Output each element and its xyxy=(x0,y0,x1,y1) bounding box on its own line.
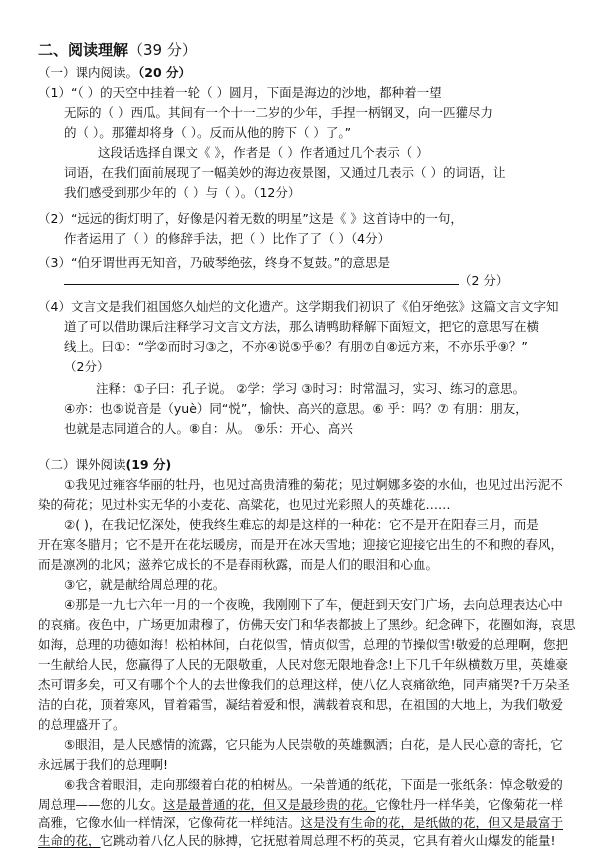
p5-line-1: ⑤眼泪，是人民感情的流露，它只能为人民崇敬的英雄飘洒；白花，是人民心意的寄托，它 xyxy=(64,737,563,752)
q2-line-1: （2）“远远的街灯明了，好像是闪着无数的明星”这是《 》这首诗中的一句， xyxy=(38,211,463,226)
p6-line-1: ⑥我含着眼泪，走向那缀着白花的柏树丛。一朵普通的纸花，下面是一张纸条：悼念敬爱的 xyxy=(64,777,563,792)
p2-line-3: 而是凛冽的北风；滋养它成长的不是春雨秋露，而是人们的眼泪和心血。 xyxy=(38,557,439,572)
q4-line-4: （2分） xyxy=(64,359,110,374)
q1-line-5: 词语，在我们面前展现了一幅美妙的海边夜景图，又通过几表示（ ）的词语，让 xyxy=(64,165,506,180)
p5-line-2: 永远属于我们的总理啊! xyxy=(38,757,169,772)
q1-line-4: 这段话选择自课文《 》，作者是（ ）作者通过几个表示（ ） xyxy=(98,145,429,160)
p4-line-1: ④那是一九七六年一月的一个夜晚，我刚刚下了车，便赶到天安门广场，去向总理表达心中 xyxy=(64,597,563,612)
part1-heading: （一）课内阅读。（20 分） xyxy=(38,65,192,80)
part1-score: （20 分） xyxy=(138,65,192,80)
q4-note-1: 注释：①子曰：孔子说。 ②学：学习 ③时习：时常温习，实习、练习的意思。 xyxy=(96,381,526,396)
q1-line-1: （1）“（ ）的天空中挂着一轮（ ）圆月，下面是海边的沙地，都种着一望 xyxy=(38,85,442,100)
q3-score: （2 分） xyxy=(459,273,509,288)
underlined-sentence-2: 这是没有生命的花，是纸做的花，但又是最富于 xyxy=(300,815,564,830)
p3-line: ③它，就是献给周总理的花。 xyxy=(64,577,226,592)
part2-score: (19 分) xyxy=(125,457,172,472)
p6-line-2: 周总理——您的儿女。这是最普通的花，但又是最珍贵的花。它像牡丹一样华美，它像菊花一样 xyxy=(38,797,564,812)
p4-line-6: 洁的白花，顶着寒风，冒着霜雪，凝结着爱和恨，满载着哀和思，在祖国的大地上，为我们敬爱 xyxy=(38,697,564,712)
q4-line-3: 线上。曰①：“学②而时习③之，不亦④说⑤乎⑥？有朋⑦自⑧远方来，不亦乐乎⑨？” xyxy=(64,339,528,354)
part2-heading: （二）课外阅读(19 分) xyxy=(38,457,172,472)
section-score: （39 分） xyxy=(128,41,197,59)
p1-line-2: 染的荷花；见过朴实无华的小麦花、高粱花，也见过光彩照人的英雄花…… xyxy=(38,497,451,512)
p4-line-5: 杰可谓多矣，可又有哪个个人的去世像我们的总理这样，使八亿人哀痛欲绝，同声痛哭?千万朵圣 xyxy=(38,677,570,692)
q3-line-1: （3）“伯牙谓世再无知音，乃破琴绝弦，终身不复鼓。”的意思是 xyxy=(38,255,391,270)
q1-line-2: 无际的（ ）西瓜。其间有一个十一二岁的少年，手捏一柄钢叉，向一匹獾尽力 xyxy=(64,105,493,120)
p1-line-1: ①我见过雍容华丽的牡丹，也见过高贵清雅的菊花；见过婀娜多姿的水仙，也见过出污泥不 xyxy=(64,477,563,492)
q4-line-2: 道了可以借助课后注释学习文言文方法，那么请鸭助释解下面短文，把它的意思写在横 xyxy=(64,319,540,334)
p4-line-3: 如海，总理的功德如海！松柏林间，白花似雪，情贞似雪，总理的节操似雪!敬爱的总理啊，您把 xyxy=(38,637,569,652)
q4-line-1: （4）文言文是我们祖国悠久灿烂的文化遗产。这学期我们初识了《伯牙绝弦》这篇文言文字知 xyxy=(38,299,559,314)
p2-line-2: 开在寒冬腊月；它不是开在花坛暖房，而是开在冰天雪地；迎接它迎接它出生的不和煦的春风， xyxy=(38,537,564,552)
q3-answer-line xyxy=(64,272,508,289)
q4-note-3: 也就是志同道合的人。⑧自：从。 ⑨乐：开心、高兴 xyxy=(64,421,353,436)
answer-blank[interactable] xyxy=(64,272,459,285)
q1-line-6: 我们感受到那少年的（ ）与（ ）。（12分） xyxy=(64,185,301,200)
p4-line-2: 的哀痛。夜色中，广场更加肃穆了，仿佛天安门和华表都披上了黑纱。纪念碑下，花圈如海，哀思 xyxy=(38,617,576,632)
underlined-sentence-2-cont: 生命的花， xyxy=(38,833,101,848)
q1-line-3: 的（ ）。那獾却将身（ ）。反而从他的胯下（ ）了。” xyxy=(64,125,352,140)
p6-line-4: 生命的花，它跳动着八亿人民的脉搏，它抚慰着周总理不朽的英灵，它具有着火山爆发的能量! xyxy=(38,833,556,848)
p6-line-3: 高雅，它像水仙一样情深，它像荷花一样纯洁。这是没有生命的花，是纸做的花，但又是最富于 xyxy=(38,815,564,830)
p4-line-4: 一生献给人民，您赢得了人民的无限敬重，人民对您无限地眷念!上下几千年纵横数万里，英雄豪 xyxy=(38,657,569,672)
q2-line-2: 作者运用了（ ）的修辞手法，把（ ）比作了了（ ）（4分） xyxy=(64,231,391,246)
p4-line-7: 的总理盛开了。 xyxy=(38,717,126,732)
q4-note-2: ④亦：也⑤说音是（yuè）同“悦”，愉快、高兴的意思。⑥ 乎：吗？⑦ 有朋：朋友， xyxy=(64,401,528,416)
underlined-sentence-1: 这是最普通的花，但又是最珍贵的花。 xyxy=(163,797,376,812)
section-title: 二、阅读理解（39 分） xyxy=(38,41,197,59)
p2-line-1: ②( )，在我记忆深处，使我终生难忘的却是这样的一种花：它不是开在阳春三月，而是 xyxy=(64,517,539,532)
